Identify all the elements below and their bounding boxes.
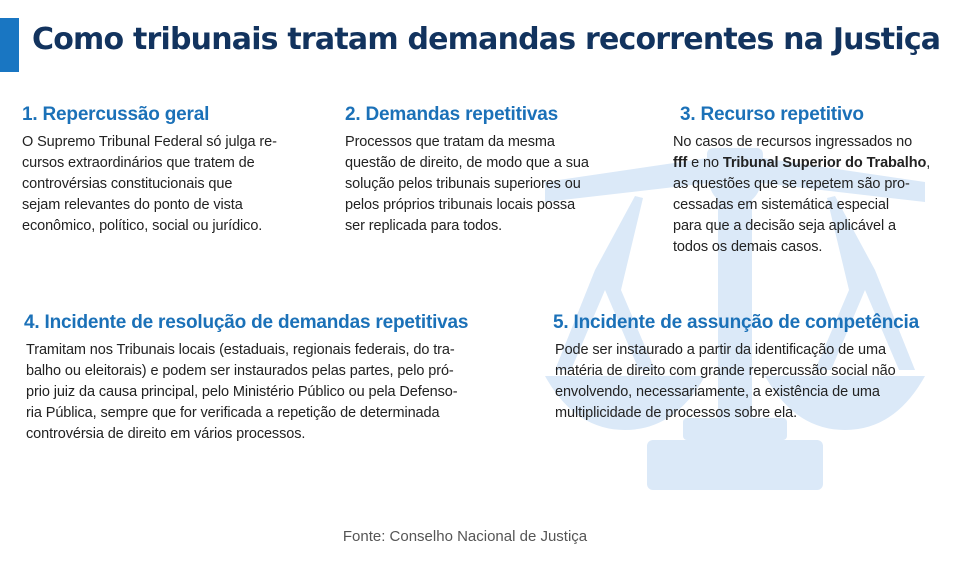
section-body — [22, 132, 277, 237]
body-line — [673, 153, 930, 174]
body-line: pelos próprios tribunais locais possa — [345, 197, 576, 213]
body-line: ria Pública, sempre que for verificada a repetição de determinada — [26, 405, 440, 421]
section-heading: 2. Demandas repetitivas — [345, 104, 558, 125]
body-line: cessadas em sistemática especial — [673, 197, 890, 213]
section-body — [555, 340, 919, 424]
section-recurso-repetitivo — [673, 104, 931, 258]
body-line: No casos de recursos ingressados no — [673, 134, 913, 150]
body-line: controvérsias constitucionais que — [22, 176, 233, 192]
body-line: questão de direito, de modo que a sua — [345, 155, 589, 171]
body-line: multiplicidade de processos sobre ela. — [555, 405, 798, 421]
body-line: matéria de direito com grande repercussão social não — [555, 363, 896, 379]
body-text: e no — [687, 155, 723, 171]
section-heading: 3. Recurso repetitivo — [680, 104, 864, 125]
page-title: Como tribunais tratam demandas recorrentes na Justiça — [32, 22, 941, 57]
body-line: solução pelos tribunais superiores ou — [345, 176, 581, 192]
body-line: Processos que tratam da mesma — [345, 134, 555, 150]
body-text: , — [926, 155, 931, 171]
title-accent-bar — [0, 18, 19, 72]
section-demandas-repetitivas — [345, 104, 589, 237]
section-incidente-resolucao — [24, 312, 468, 445]
body-line: sejam relevantes do ponto de vista — [22, 197, 243, 213]
source-credit: Fonte: Conselho Nacional de Justiça — [342, 528, 588, 545]
body-line: balho ou eleitorais) e podem ser instaurados pelas partes, pelo pró- — [26, 363, 454, 379]
section-heading: 1. Repercussão geral — [22, 104, 210, 125]
body-line: econômico, político, social ou jurídico. — [22, 218, 263, 234]
body-line: O Supremo Tribunal Federal só julga re- — [22, 134, 277, 150]
body-line: todos os demais casos. — [673, 239, 823, 255]
section-heading: 5. Incidente de assunção de competência — [553, 312, 919, 333]
section-heading: 4. Incidente de resolução de demandas repetitivas — [24, 312, 469, 333]
body-line: Pode ser instaurado a partir da identificação de uma — [555, 342, 886, 358]
body-line: ser replicada para todos. — [345, 218, 503, 234]
court-name: Tribunal Superior do Trabalho — [722, 155, 927, 171]
body-line: as questões que se repetem são pro- — [673, 176, 910, 192]
body-line: envolvendo, necessariamente, a existência de uma — [555, 384, 880, 400]
body-line: controvérsia de direito em vários processos. — [26, 426, 306, 442]
court-acronym: fff — [673, 155, 688, 171]
section-body — [345, 132, 589, 237]
section-body — [26, 340, 468, 445]
section-body — [673, 132, 930, 258]
body-line: cursos extraordinários que tratem de — [22, 155, 255, 171]
section-incidente-assuncao — [553, 312, 919, 424]
body-line: para que a decisão seja aplicável a — [673, 218, 897, 234]
body-line: Tramitam nos Tribunais locais (estaduais, regionais federais, do tra- — [26, 342, 455, 358]
body-line: prio juiz da causa principal, pelo Ministério Público ou pela Defenso- — [26, 384, 458, 400]
section-repercussao-geral — [22, 104, 277, 237]
